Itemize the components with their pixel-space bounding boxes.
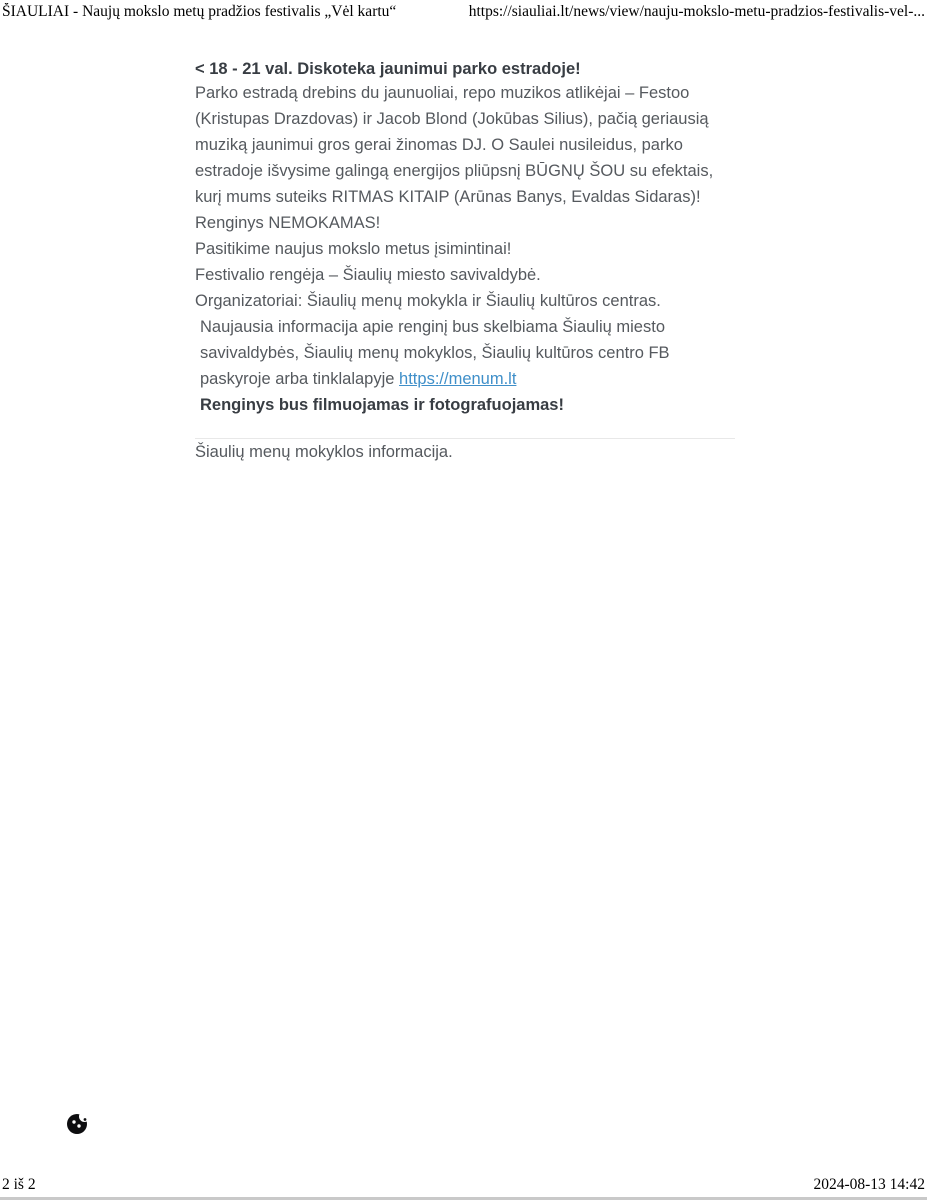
- info-text: Naujausia informacija apie renginį bus skelbiama Šiaulių miesto savivaldybės, Šiaulių menų mokyklos, Šiaulių kultūros centro FB paskyroje arba tinklalapyje: [200, 318, 670, 388]
- organizer-line: Festivalio rengėja – Šiaulių miesto savivaldybė.: [195, 266, 541, 284]
- cookie-icon[interactable]: [65, 1109, 92, 1136]
- welcome-line: Pasitikime naujus mokslo metus įsimintinai!: [195, 240, 512, 258]
- info-paragraph: [195, 314, 735, 392]
- document-title: ŠIAULIAI - Naujų mokslo metų pradžios festivalis „Vėl kartu“: [2, 3, 397, 20]
- menum-link[interactable]: https://menum.lt: [399, 370, 517, 388]
- print-header: [2, 3, 925, 21]
- filming-notice: Renginys bus filmuojamas ir fotografuojamas!: [200, 396, 564, 414]
- free-event-notice: Renginys NEMOKAMAS!: [195, 214, 381, 232]
- page-indicator: 2 iš 2: [2, 1176, 36, 1193]
- section-heading-disco: < 18 - 21 val. Diskoteka jaunimui parko estradoje!: [195, 60, 581, 78]
- print-footer: [2, 1176, 925, 1194]
- print-datetime: 2024-08-13 14:42: [813, 1176, 925, 1193]
- document-url: https://siauliai.lt/news/view/nauju-mokslo-metu-pradzios-festivalis-vel-...: [468, 3, 925, 20]
- organizers-line-2: Organizatoriai: Šiaulių menų mokykla ir Šiaulių kultūros centras.: [195, 292, 661, 310]
- cookie-icon-glyph: [65, 1109, 92, 1136]
- article-content: [195, 58, 735, 465]
- byline: Šiaulių menų mokyklos informacija.: [195, 443, 453, 461]
- paragraph-performers: Parko estradą drebins du jaunuoliai, repo muzikos atlikėjai – Festoo (Kristupas Drazdovas) ir Jacob Blond (Jokūbas Silius), pačią geriausią muziką jaunimui gros gerai žinomas DJ. O Saulei nusileidus, parko estradoje išvysime galingą energijos pliūpsnį BŪGNŲ ŠOU su efektais, kurį mums suteiks RITMAS KITAIP (Arūnas Banys, Evaldas Sidaras)!: [195, 84, 714, 206]
